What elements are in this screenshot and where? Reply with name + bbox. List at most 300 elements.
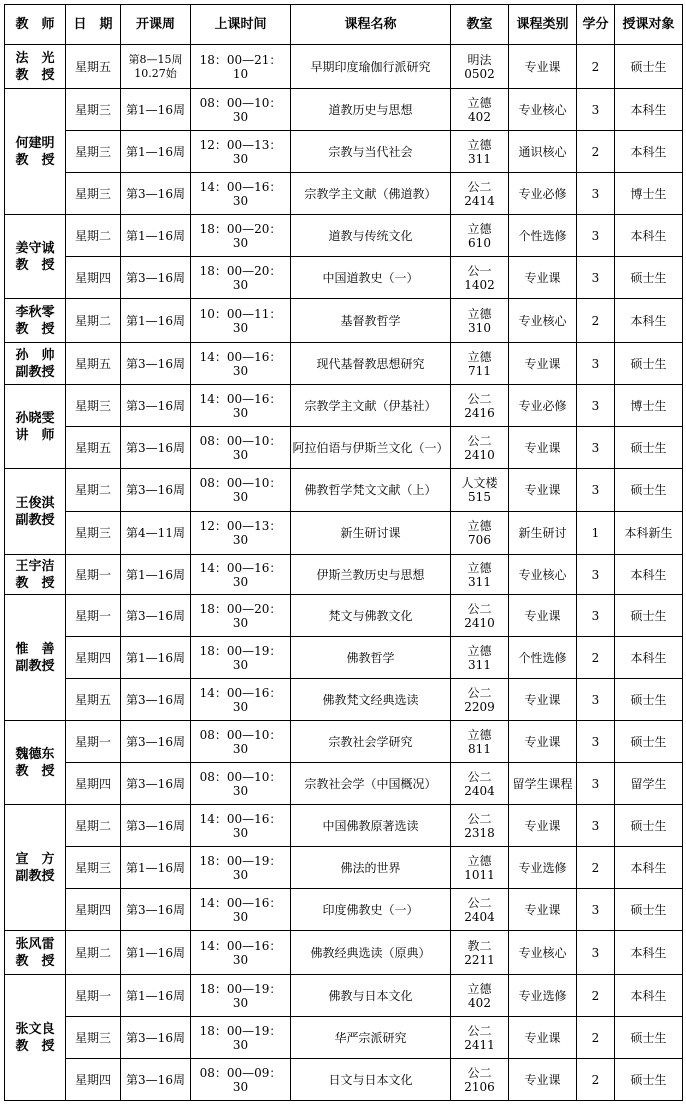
type-cell: 专业课 <box>509 679 577 721</box>
credit-cell: 2 <box>577 975 615 1017</box>
week-cell <box>121 595 191 637</box>
time-cell: 10：00—11：30 <box>191 299 291 343</box>
time-cell: 14：00—16：30 <box>191 889 291 931</box>
week-cell <box>121 427 191 469</box>
time-cell: 18：00—20：30 <box>191 215 291 257</box>
room-cell-line: 2416 <box>464 405 495 420</box>
time-cell: 14：00—16：30 <box>191 679 291 721</box>
type-cell: 新生研讨 <box>509 512 577 555</box>
day-cell: 星期二 <box>66 931 121 975</box>
target-cell: 硕士生 <box>615 889 683 931</box>
teacher-cell-line: 惟 善 <box>15 641 55 657</box>
table-row <box>5 215 683 257</box>
room-cell-line: 公二 <box>467 179 492 194</box>
time-cell: 18：00—21：10 <box>191 45 291 89</box>
day-cell: 星期四 <box>66 763 121 805</box>
target-cell: 本科生 <box>615 931 683 975</box>
type-cell: 专业课 <box>509 805 577 847</box>
week-cell <box>121 889 191 931</box>
room-cell-line: 立德 <box>467 560 492 575</box>
week-cell <box>121 385 191 427</box>
course-cell: 佛教梵文经典选读 <box>291 679 451 721</box>
header-course: 课程名称 <box>291 5 451 45</box>
table-row <box>5 721 683 763</box>
time-cell: 08：00—10：30 <box>191 89 291 131</box>
credit-cell: 2 <box>577 1017 615 1059</box>
target-cell: 硕士生 <box>615 721 683 763</box>
room-cell-line: 公二 <box>467 601 492 616</box>
header-teacher: 教 师 <box>5 5 66 45</box>
header-time: 上课时间 <box>191 5 291 45</box>
teacher-cell <box>5 385 66 469</box>
type-cell: 专业核心 <box>509 555 577 595</box>
type-cell: 通识核心 <box>509 131 577 173</box>
course-cell: 宗教学主文献（伊基社） <box>291 385 451 427</box>
table-row <box>5 805 683 847</box>
day-cell: 星期一 <box>66 721 121 763</box>
room-cell-line: 2414 <box>464 193 495 208</box>
table-row <box>5 343 683 385</box>
room-cell <box>451 1017 509 1059</box>
week-cell <box>121 721 191 763</box>
week-cell-line: 第3—16周 <box>126 776 185 791</box>
room-cell <box>451 385 509 427</box>
room-cell-line: 明法 <box>467 52 492 67</box>
room-cell <box>451 215 509 257</box>
teacher-cell-line: 宣 方 <box>15 851 55 867</box>
course-cell: 新生研讨课 <box>291 512 451 555</box>
room-cell <box>451 721 509 763</box>
week-cell <box>121 931 191 975</box>
credit-cell: 3 <box>577 385 615 427</box>
room-cell <box>451 89 509 131</box>
time-cell: 18：00—19：30 <box>191 637 291 679</box>
day-cell: 星期二 <box>66 805 121 847</box>
credit-cell: 3 <box>577 215 615 257</box>
teacher-cell-line: 副教授 <box>15 868 55 884</box>
week-cell-line: 第1—16周 <box>126 860 185 875</box>
day-cell: 星期五 <box>66 427 121 469</box>
teacher-cell <box>5 215 66 299</box>
type-cell: 专业核心 <box>509 299 577 343</box>
day-cell: 星期四 <box>66 889 121 931</box>
week-cell-line: 第1—16周 <box>126 650 185 665</box>
room-cell <box>451 847 509 889</box>
week-cell-line: 第8—15周 <box>128 52 183 66</box>
week-cell-line: 第3—16周 <box>126 608 185 623</box>
table-row <box>5 975 683 1017</box>
credit-cell: 3 <box>577 427 615 469</box>
header-day: 日 期 <box>66 5 121 45</box>
time-cell: 08：00—10：30 <box>191 721 291 763</box>
target-cell: 硕士生 <box>615 1017 683 1059</box>
room-cell <box>451 555 509 595</box>
credit-cell: 3 <box>577 721 615 763</box>
credit-cell: 3 <box>577 89 615 131</box>
course-cell: 佛教哲学 <box>291 637 451 679</box>
teacher-cell-line: 法 光 <box>15 50 55 66</box>
teacher-cell-line: 副教授 <box>15 364 55 380</box>
credit-cell: 3 <box>577 679 615 721</box>
room-cell-line: 515 <box>468 490 491 504</box>
table-row <box>5 299 683 343</box>
header-row <box>5 5 683 45</box>
week-cell <box>121 299 191 343</box>
course-cell: 佛教经典选读（原典） <box>291 931 451 975</box>
teacher-cell-line: 张文良 <box>15 1021 55 1037</box>
week-cell-line: 第1—16周 <box>126 102 185 117</box>
teacher-cell-line: 讲 师 <box>15 427 55 443</box>
day-cell: 星期一 <box>66 555 121 595</box>
room-cell-line: 711 <box>468 363 491 378</box>
type-cell: 个性选修 <box>509 215 577 257</box>
type-cell: 专业课 <box>509 1017 577 1059</box>
teacher-cell-line: 王俊淇 <box>15 495 55 511</box>
course-cell: 伊斯兰教历史与思想 <box>291 555 451 595</box>
week-cell-line: 第1—16周 <box>126 144 185 159</box>
teacher-cell-line: 李秋零 <box>15 304 55 320</box>
time-cell: 14：00—16：30 <box>191 805 291 847</box>
week-cell-line: 第3—16周 <box>126 902 185 917</box>
time-cell: 18：00—19：30 <box>191 847 291 889</box>
day-cell: 星期三 <box>66 385 121 427</box>
credit-cell: 2 <box>577 45 615 89</box>
week-cell <box>121 469 191 512</box>
week-cell-line: 第1—16周 <box>126 945 185 960</box>
table-row <box>5 89 683 131</box>
week-cell <box>121 257 191 299</box>
teacher-cell-line: 教 授 <box>15 1038 55 1054</box>
time-cell: 18：00—19：30 <box>191 1017 291 1059</box>
teacher-cell <box>5 595 66 721</box>
credit-cell: 2 <box>577 1059 615 1101</box>
credit-cell: 2 <box>577 299 615 343</box>
day-cell: 星期四 <box>66 1059 121 1101</box>
room-cell-line: 311 <box>468 574 491 589</box>
time-cell: 14：00—16：30 <box>191 931 291 975</box>
room-cell-line: 立德 <box>467 349 492 364</box>
room-cell <box>451 45 509 89</box>
table-row <box>5 173 683 215</box>
room-cell-line: 公一 <box>467 263 492 278</box>
target-cell: 本科生 <box>615 637 683 679</box>
room-cell-line: 公二 <box>467 895 492 910</box>
type-cell: 专业必修 <box>509 385 577 427</box>
credit-cell: 3 <box>577 555 615 595</box>
time-cell: 18：00—20：30 <box>191 595 291 637</box>
day-cell: 星期三 <box>66 847 121 889</box>
table-row <box>5 427 683 469</box>
table-body <box>5 45 683 1101</box>
room-cell-line: 立德 <box>467 95 492 110</box>
teacher-cell <box>5 555 66 595</box>
course-cell: 阿拉伯语与伊斯兰文化（一） <box>291 427 451 469</box>
week-cell-line: 第3—16周 <box>126 186 185 201</box>
room-cell-line: 教二 <box>467 938 492 953</box>
teacher-cell <box>5 975 66 1101</box>
table-row <box>5 847 683 889</box>
room-cell-line: 310 <box>468 320 491 335</box>
teacher-cell-line: 副教授 <box>15 658 55 674</box>
course-cell: 早期印度瑜伽行派研究 <box>291 45 451 89</box>
teacher-cell <box>5 343 66 385</box>
week-cell <box>121 512 191 555</box>
room-cell <box>451 173 509 215</box>
day-cell: 星期五 <box>66 45 121 89</box>
course-cell: 华严宗派研究 <box>291 1017 451 1059</box>
table-row <box>5 595 683 637</box>
day-cell: 星期三 <box>66 89 121 131</box>
target-cell: 本科生 <box>615 215 683 257</box>
credit-cell: 3 <box>577 931 615 975</box>
room-cell-line: 2106 <box>464 1079 495 1094</box>
header-target: 授课对象 <box>615 5 683 45</box>
room-cell <box>451 889 509 931</box>
course-cell: 宗教社会学研究 <box>291 721 451 763</box>
target-cell: 本科生 <box>615 131 683 173</box>
teacher-cell-line: 孙 帅 <box>15 347 55 363</box>
day-cell: 星期一 <box>66 595 121 637</box>
teacher-cell-line: 何建明 <box>15 135 55 151</box>
teacher-cell-line: 教 授 <box>15 953 55 969</box>
room-cell <box>451 131 509 173</box>
target-cell: 硕士生 <box>615 427 683 469</box>
teacher-cell <box>5 721 66 805</box>
week-cell <box>121 215 191 257</box>
course-cell: 梵文与佛教文化 <box>291 595 451 637</box>
room-cell-line: 0502 <box>464 66 495 81</box>
week-cell-line: 第1—16周 <box>126 567 185 582</box>
target-cell: 硕士生 <box>615 805 683 847</box>
room-cell-line: 立德 <box>467 137 492 152</box>
room-cell <box>451 1059 509 1101</box>
target-cell: 硕士生 <box>615 257 683 299</box>
course-cell: 佛教与日本文化 <box>291 975 451 1017</box>
course-cell: 基督教哲学 <box>291 299 451 343</box>
week-cell-line: 第3—16周 <box>126 818 185 833</box>
room-cell-line: 立德 <box>467 981 492 996</box>
time-cell: 14：00—16：30 <box>191 555 291 595</box>
table-row <box>5 469 683 512</box>
room-cell-line: 610 <box>468 235 491 250</box>
course-cell: 日文与日本文化 <box>291 1059 451 1101</box>
time-cell: 12：00—13：30 <box>191 131 291 173</box>
table-row <box>5 679 683 721</box>
course-cell: 佛法的世界 <box>291 847 451 889</box>
day-cell: 星期二 <box>66 215 121 257</box>
target-cell: 硕士生 <box>615 595 683 637</box>
header-type: 课程类别 <box>509 5 577 45</box>
week-cell <box>121 805 191 847</box>
room-cell-line: 2404 <box>464 909 495 924</box>
credit-cell: 3 <box>577 595 615 637</box>
type-cell: 专业核心 <box>509 89 577 131</box>
course-schedule-table <box>4 4 683 1101</box>
room-cell <box>451 469 509 512</box>
credit-cell: 2 <box>577 131 615 173</box>
teacher-cell-line: 张风雷 <box>15 936 55 952</box>
time-cell: 08：00—10：30 <box>191 469 291 512</box>
room-cell-line: 公二 <box>467 391 492 406</box>
room-cell-line: 706 <box>468 533 491 547</box>
target-cell: 博士生 <box>615 385 683 427</box>
room-cell-line: 2209 <box>464 699 495 714</box>
type-cell: 专业课 <box>509 595 577 637</box>
room-cell <box>451 975 509 1017</box>
course-cell: 佛教哲学梵文文献（上） <box>291 469 451 512</box>
room-cell-line: 公二 <box>467 1023 492 1038</box>
table-row <box>5 45 683 89</box>
teacher-cell-line: 魏德东 <box>15 746 55 762</box>
room-cell-line: 402 <box>468 109 491 124</box>
week-cell <box>121 343 191 385</box>
room-cell-line: 公二 <box>467 433 492 448</box>
credit-cell: 3 <box>577 889 615 931</box>
credit-cell: 3 <box>577 469 615 512</box>
credit-cell: 3 <box>577 257 615 299</box>
table-row <box>5 555 683 595</box>
time-cell: 18：00—20：30 <box>191 257 291 299</box>
room-cell-line: 立德 <box>467 643 492 658</box>
room-cell-line: 公二 <box>467 1065 492 1080</box>
time-cell: 14：00—16：30 <box>191 173 291 215</box>
time-cell: 18：00—19：30 <box>191 975 291 1017</box>
week-cell <box>121 173 191 215</box>
type-cell: 专业课 <box>509 1059 577 1101</box>
week-cell-line: 第3—16周 <box>126 440 185 455</box>
room-cell-line: 2404 <box>464 783 495 798</box>
course-cell: 道教与传统文化 <box>291 215 451 257</box>
table-row <box>5 637 683 679</box>
room-cell-line: 311 <box>468 151 491 166</box>
course-cell: 宗教与当代社会 <box>291 131 451 173</box>
week-cell <box>121 847 191 889</box>
table-row <box>5 889 683 931</box>
week-cell-line: 第3—16周 <box>126 692 185 707</box>
room-cell <box>451 595 509 637</box>
type-cell: 个性选修 <box>509 637 577 679</box>
credit-cell: 1 <box>577 512 615 555</box>
room-cell-line: 立德 <box>467 727 492 742</box>
type-cell: 专业课 <box>509 45 577 89</box>
teacher-cell <box>5 931 66 975</box>
type-cell: 专业课 <box>509 889 577 931</box>
room-cell-line: 311 <box>468 657 491 672</box>
target-cell: 硕士生 <box>615 45 683 89</box>
type-cell: 专业必修 <box>509 173 577 215</box>
room-cell-line: 立德 <box>467 853 492 868</box>
room-cell <box>451 343 509 385</box>
room-cell-line: 2318 <box>464 825 495 840</box>
room-cell-line: 公二 <box>467 685 492 700</box>
teacher-cell <box>5 805 66 931</box>
header-credit: 学分 <box>577 5 615 45</box>
day-cell: 星期三 <box>66 512 121 555</box>
teacher-cell-line: 教 授 <box>15 575 55 591</box>
week-cell <box>121 763 191 805</box>
day-cell: 星期一 <box>66 975 121 1017</box>
type-cell: 专业课 <box>509 257 577 299</box>
room-cell-line: 立德 <box>467 519 492 533</box>
teacher-cell <box>5 45 66 89</box>
table-row <box>5 257 683 299</box>
teacher-cell-line: 教 授 <box>15 321 55 337</box>
week-cell <box>121 131 191 173</box>
room-cell-line: 811 <box>468 741 491 756</box>
room-cell-line: 立德 <box>467 306 492 321</box>
day-cell: 星期五 <box>66 679 121 721</box>
table-row <box>5 931 683 975</box>
week-cell <box>121 637 191 679</box>
table-row <box>5 385 683 427</box>
header-room: 教室 <box>451 5 509 45</box>
type-cell: 专业课 <box>509 343 577 385</box>
week-cell-line: 第1—16周 <box>126 988 185 1003</box>
room-cell-line: 2410 <box>464 447 495 462</box>
week-cell-line: 第3—16周 <box>126 1072 185 1087</box>
week-cell <box>121 555 191 595</box>
room-cell <box>451 931 509 975</box>
week-cell-line: 第4—11周 <box>126 526 185 540</box>
day-cell: 星期三 <box>66 1017 121 1059</box>
target-cell: 博士生 <box>615 173 683 215</box>
day-cell: 星期二 <box>66 469 121 512</box>
room-cell-line: 2410 <box>464 615 495 630</box>
target-cell: 本科生 <box>615 299 683 343</box>
credit-cell: 2 <box>577 637 615 679</box>
room-cell <box>451 512 509 555</box>
day-cell: 星期二 <box>66 299 121 343</box>
credit-cell: 2 <box>577 847 615 889</box>
day-cell: 星期三 <box>66 173 121 215</box>
type-cell: 专业课 <box>509 469 577 512</box>
room-cell-line: 立德 <box>467 221 492 236</box>
day-cell: 星期四 <box>66 637 121 679</box>
teacher-cell-line: 教 授 <box>15 67 55 83</box>
week-cell-line: 10.27始 <box>134 66 177 80</box>
week-cell-line: 第3—16周 <box>126 734 185 749</box>
target-cell: 硕士生 <box>615 469 683 512</box>
room-cell <box>451 637 509 679</box>
teacher-cell-line: 教 授 <box>15 257 55 273</box>
week-cell <box>121 89 191 131</box>
day-cell: 星期四 <box>66 257 121 299</box>
table-row <box>5 1059 683 1101</box>
target-cell: 本科新生 <box>615 512 683 555</box>
time-cell: 14：00—16：30 <box>191 385 291 427</box>
time-cell: 08：00—10：30 <box>191 763 291 805</box>
course-cell: 印度佛教史（一） <box>291 889 451 931</box>
week-cell <box>121 975 191 1017</box>
time-cell: 12：00—13：30 <box>191 512 291 555</box>
teacher-cell <box>5 89 66 215</box>
table-row <box>5 1017 683 1059</box>
room-cell <box>451 763 509 805</box>
target-cell: 本科生 <box>615 975 683 1017</box>
day-cell: 星期五 <box>66 343 121 385</box>
week-cell <box>121 45 191 89</box>
room-cell-line: 1402 <box>464 277 495 292</box>
week-cell <box>121 1059 191 1101</box>
day-cell: 星期三 <box>66 131 121 173</box>
course-cell: 宗教社会学（中国概况） <box>291 763 451 805</box>
room-cell-line: 1011 <box>464 867 495 882</box>
target-cell: 本科生 <box>615 847 683 889</box>
type-cell: 专业选修 <box>509 847 577 889</box>
course-cell: 宗教学主文献（佛道教） <box>291 173 451 215</box>
teacher-cell-line: 副教授 <box>15 512 55 528</box>
target-cell: 硕士生 <box>615 343 683 385</box>
